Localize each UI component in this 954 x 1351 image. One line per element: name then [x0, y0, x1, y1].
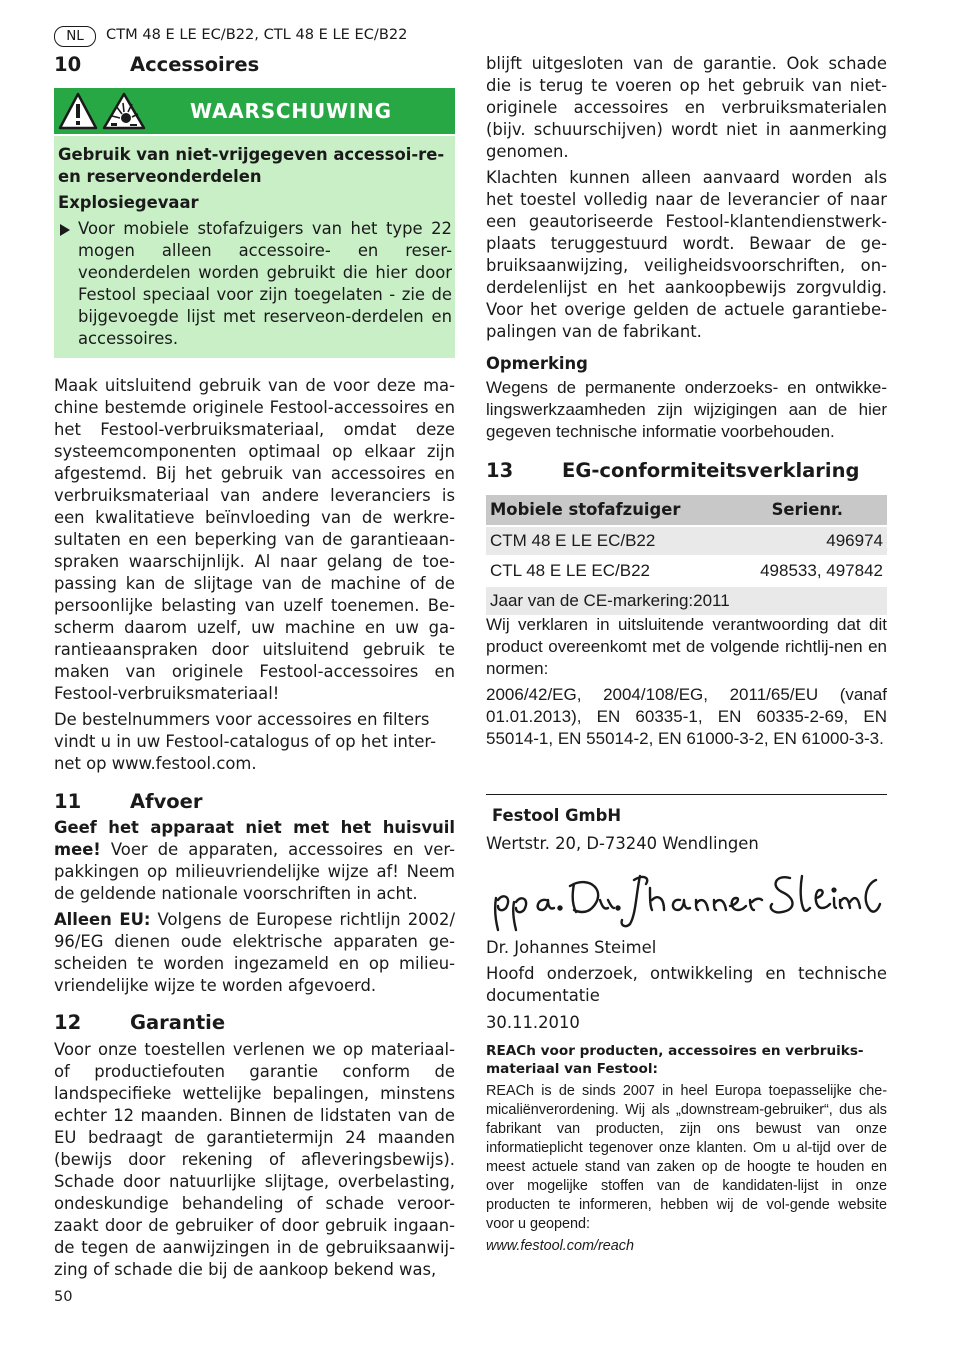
company-address: Wertstr. 20, D-73240 Wendlingen — [486, 834, 759, 853]
explosion-hazard-icon — [102, 92, 146, 130]
section-11-heading: 11 Afvoer — [54, 790, 203, 813]
signatory-name: Dr. Johannes Steimel — [486, 938, 657, 957]
table-header-model: Mobiele stofafzuiger — [486, 495, 728, 526]
page-number: 50 — [54, 1288, 73, 1305]
section-12-heading: 12 Garantie — [54, 1011, 226, 1034]
complaints-paragraph: Klachten kunnen alleen aanvaard worden als het toestel volledig naar de leverancier of naar een geautoriseerde Festool-klantendienstwerk-plaats teruggestuurd wordt. Bewaar de ge-bruiksaanwijzing, veiligheidsvoorschriften, on-derdelenlijst en het aankoopbewijs zorgvuldig. Voor het overige gelden de actuele garantiebe-palingen van de fabrikant. — [486, 168, 887, 341]
section-10-body — [54, 375, 455, 775]
table-cell-model: CTL 48 E LE EC/B22 — [486, 556, 728, 586]
reach-block — [486, 1042, 887, 1256]
warning-title: WAARSCHUWING — [190, 99, 392, 123]
reach-text: REACh is de sinds 2007 in heel Europa toepasselijke che-micaliënverordening. Wij als „downstream-gebruiker“, dus als fabrikant van producten, zijn ons bewust van onze informatieplicht tegenover onze klanten. Om u al-tijd over de meest actuele stand van zaken op de hoogte te houden en over mogelijke stoffen van de kandidaten-lijst in onze producten te informeren, hebben wij de vol-gende website voor u geopend: — [486, 1083, 887, 1232]
language-badge: NL — [54, 26, 96, 47]
warning-heading: Gebruik van niet-vrijgegeven accessoi-re- en reserveonderdelen — [58, 145, 445, 186]
table-row-ce — [486, 586, 887, 615]
note-title: Opmerking — [486, 354, 588, 373]
table-row — [486, 556, 887, 586]
warning-header — [54, 88, 455, 134]
eu-disposal-paragraph: Alleen EU: Volgens de Europese richtlijn 2002/ 96/EG dienen oude elektrische apparaten ge-scheiden te worden ingezameld en op milieu-vriendelijke wijze te worden afgevoerd. — [54, 910, 455, 995]
warning-danger: Explosiegevaar — [58, 193, 199, 212]
company-block — [486, 805, 887, 855]
accessories-paragraph: Maak uitsluitend gebruik van de voor deze ma-chine bestemde originele Festool-accessoires en het Festool-verbruiksmateriaal, omdat deze systeemcomponenten optimaal op elkaar zijn afgestemd. Bij het gebruik van accessoires en verbruiksmateriaal van andere leveranciers is een kwalitatieve beïnvloeding van de werkre-sultaten en een beperking van de garantieaan-spraken waarschijnlijk. Al naar gelang de toe-passing kan de slijtage van de machine of de persoonlijke belasting van uzelf toenemen. Be-scherm daarom uzelf, uw machine en uw ga-rantieaanspraken door uitsluitend gebruik te maken van originele Festool-accessoires en Festool-verbruiksmateriaal! — [54, 376, 455, 703]
reach-url[interactable]: www.festool.com/reach — [486, 1238, 634, 1254]
divider — [486, 794, 887, 795]
declaration-paragraph: Wij verklaren in uitsluitende verantwoording dat dit product overeenkomt met de volgende richtlij-nen en normen: — [486, 615, 887, 678]
bullet-arrow-icon — [60, 224, 70, 236]
disposal-paragraph: Geef het apparaat niet met het huisvuil mee! Voer de apparaten, accessoires en ver-pakkingen op milieuvriendelijke wijze af! Neem de geldende nationale voorschriften in acht. — [54, 818, 455, 903]
signatory-block — [486, 937, 887, 1034]
signature-image — [490, 870, 882, 932]
standards-paragraph: 2006/42/EG, 2004/108/EG, 2011/65/EU (vanaf 01.01.2013), EN 60335-1, EN 60335-2-69, EN 55014-1, EN 55014-2, EN 61000-3-2, EN 61000-3-3. — [486, 685, 887, 748]
section-13-body — [486, 614, 887, 750]
warning-bullet — [58, 218, 452, 350]
signature-date: 30.11.2010 — [486, 1013, 580, 1032]
table-row — [486, 526, 887, 556]
company-name: Festool GmbH — [492, 806, 622, 825]
table-header-serial: Serienr. — [728, 495, 887, 526]
warning-body — [54, 136, 455, 358]
warning-triangle-icon — [58, 92, 98, 130]
table-cell-ce: Jaar van de CE-markering:2011 — [486, 586, 887, 615]
warranty-paragraph: Voor onze toestellen verlenen we op materiaal- of productiefouten garantie conform de landspecifieke wettelijke bepalingen, minstens echter 12 maanden. Binnen de lidstaten van de EU bedraagt de garantietermijn 24 maanden (bewijs door rekening of afleveringsbewijs). Schade door natuurlijke slijtage, overbelasting, ondeskundige behandeling of schade veroor-zaakt door de gebruiker of door gebruik ingaan-de tegen de aanwijzingen in de gebruiksaanwij-zing of schade die bij de aankoop bekend was, — [54, 1040, 455, 1279]
warranty-paragraph-continued: blijft uitgesloten van de garantie. Ook schade die is terug te voeren op het gebruik van niet-originele accessoires en verbruiksmaterialen (bijv. schuurschijven) wordt niet in aanmerking genomen. — [486, 54, 887, 161]
warranty-continued — [486, 53, 887, 443]
table-header-row — [486, 495, 887, 526]
header-title: CTM 48 E LE EC/B22, CTL 48 E LE EC/B22 — [106, 26, 408, 43]
table-cell-model: CTM 48 E LE EC/B22 — [486, 526, 728, 556]
note-text: Wegens de permanente onderzoeks- en ontwikke-lingswerkzaamheden zijn wijzigingen aan de hier gegeven technische informatie voorbehouden. — [486, 378, 887, 441]
section-11-body — [54, 817, 455, 997]
table-cell-serial: 498533, 497842 — [728, 556, 887, 586]
section-12-body — [54, 1039, 455, 1281]
warning-bullet-text: Voor mobiele stofafzuigers van het type 22 mogen alleen accessoire- en reser-veonderdelen worden gebruikt die hier door Festool speciaal voor zijn toegelaten - zie de bijgevoegde lijst met reserveon-derdelen en accessoires. — [78, 219, 452, 348]
signatory-role: Hoofd onderzoek, ontwikkeling en technische documentatie — [486, 964, 887, 1005]
conformity-table — [486, 495, 887, 615]
section-13-heading: 13 EG-conformiteitsverklaring — [486, 459, 860, 482]
reach-title: REACh voor producten, accessoires en verbruiks-materiaal van Festool: — [486, 1043, 864, 1077]
section-10-heading: 10 Accessoires — [54, 53, 260, 76]
signature — [490, 870, 882, 938]
order-numbers-paragraph: De bestelnummers voor accessoires en filters vindt u in uw Festool-catalogus of op het inter-net op www.festool.com. — [54, 710, 437, 773]
table-cell-serial: 496974 — [728, 526, 887, 556]
